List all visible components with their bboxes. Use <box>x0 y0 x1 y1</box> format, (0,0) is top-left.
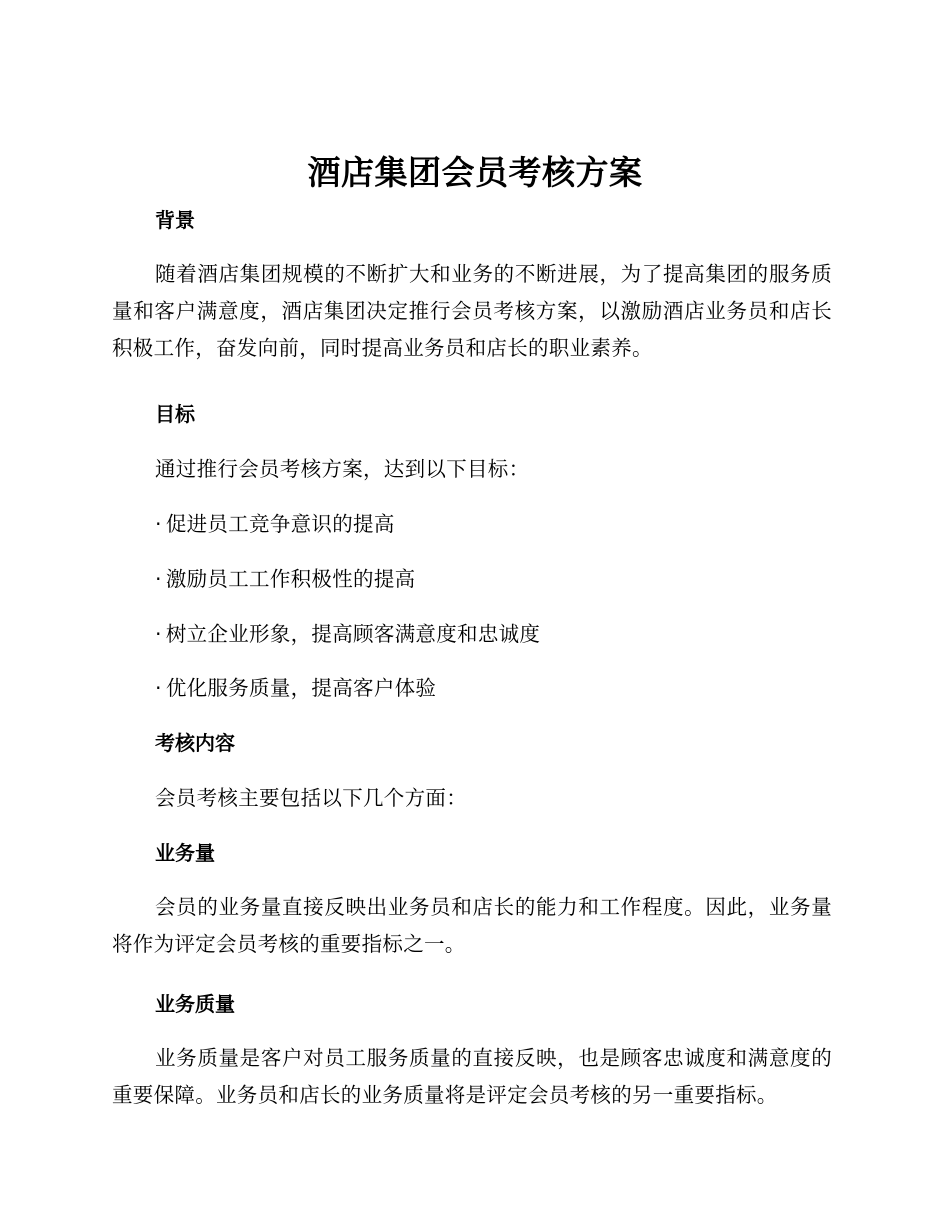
goal-text: 优化服务质量，提高客户体验 <box>165 676 437 700</box>
goal-bullet-item <box>155 620 540 648</box>
document-title: 酒店集团会员考核方案 <box>307 153 643 192</box>
bullet-dot: · <box>155 567 162 591</box>
quality-paragraph: 业务质量是客户对员工服务质量的直接反映，也是顾客忠诚度和满意度的重要保障。业务员和店长的业务质量将是评定会员考核的另一重要指标。 <box>112 1046 832 1107</box>
goal-bullet-item <box>155 510 395 538</box>
section-heading-quality: 业务质量 <box>155 992 235 1016</box>
volume-paragraph: 会员的业务量直接反映出业务员和店长的能力和工作程度。因此，业务量将作为评定会员考核的重要指标之一。 <box>112 895 832 956</box>
goal-bullet-item <box>155 674 436 702</box>
section-heading-goals: 目标 <box>155 402 195 426</box>
section-heading-content: 考核内容 <box>155 731 235 755</box>
bullet-dot: · <box>155 512 162 536</box>
bullet-dot: · <box>155 676 162 700</box>
goal-text: 树立企业形象，提高顾客满意度和忠诚度 <box>165 622 541 646</box>
background-paragraph: 随着酒店集团规模的不断扩大和业务的不断进展，为了提高集团的服务质量和客户满意度，酒店集团决定推行会员考核方案，以激励酒店业务员和店长积极工作，奋发向前，同时提高业务员和店长的职业素养。 <box>112 262 832 360</box>
goals-intro: 通过推行会员考核方案，达到以下目标： <box>155 457 530 481</box>
goal-text: 激励员工工作积极性的提高 <box>165 567 416 591</box>
goal-bullet-item <box>155 565 415 593</box>
bullet-dot: · <box>155 622 162 646</box>
section-heading-volume: 业务量 <box>155 841 215 865</box>
content-intro: 会员考核主要包括以下几个方面： <box>155 786 467 810</box>
section-heading-background: 背景 <box>155 208 195 232</box>
goal-text: 促进员工竞争意识的提高 <box>165 512 395 536</box>
